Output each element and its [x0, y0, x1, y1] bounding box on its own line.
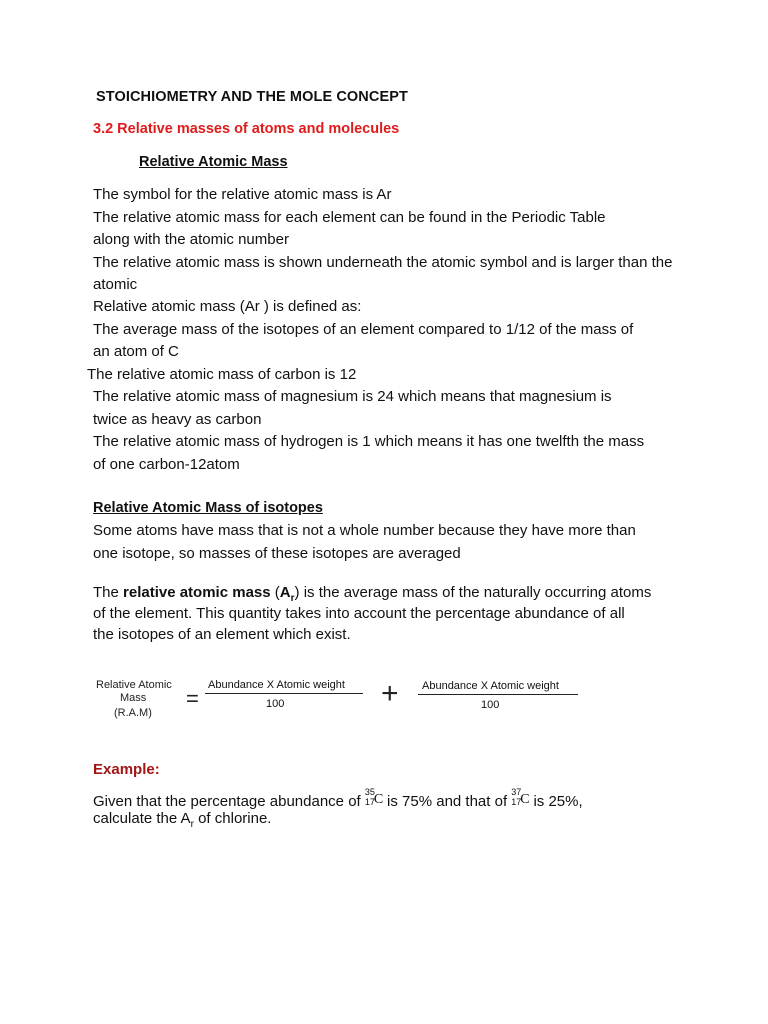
paragraph-line: an atom of C: [93, 343, 179, 360]
formula-lhs-line-3: (R.A.M): [114, 707, 152, 719]
example-text: is 25%,: [529, 793, 583, 810]
paragraph-line: of one carbon-12atom: [93, 456, 240, 473]
numerator-1: Abundance X Atomic weight: [208, 679, 345, 691]
definition-rest: is the average mass of the naturally occurring atoms: [299, 584, 652, 601]
paragraph-line: The relative atomic mass of magnesium is 24 which means that magnesium is: [93, 388, 612, 405]
subheading-isotopes: Relative Atomic Mass of isotopes: [93, 500, 323, 516]
fraction-bar-1: [205, 693, 363, 694]
definition-paren: (: [270, 584, 280, 601]
atomic-number: 17: [511, 797, 522, 807]
fraction-bar-2: [418, 694, 578, 695]
atomic-number: 17: [364, 797, 375, 807]
example-text: calculate the A: [93, 810, 191, 827]
ram-formula: [90, 672, 610, 728]
plus-sign: +: [381, 677, 399, 710]
numerator-2: Abundance X Atomic weight: [422, 680, 559, 692]
example-text: is 75% and that of: [382, 793, 512, 810]
paragraph-line: twice as heavy as carbon: [93, 411, 262, 428]
definition-term: relative atomic mass: [123, 584, 271, 601]
denominator-2: 100: [481, 699, 500, 711]
paragraph-line: The average mass of the isotopes of an element compared to 1/12 of the mass of: [93, 321, 634, 338]
example-text: Given that the percentage abundance of: [93, 793, 365, 810]
definition-line-3: the isotopes of an element which exist.: [93, 626, 351, 643]
paragraph-line: The relative atomic mass for each element can be found in the Periodic Table: [93, 209, 606, 226]
example-heading: Example:: [93, 761, 160, 778]
paragraph-line: along with the atomic number: [93, 231, 289, 248]
paragraph-line: The symbol for the relative atomic mass is Ar: [93, 186, 392, 203]
isotope-notation-37: [511, 787, 530, 812]
example-text: of chlorine.: [193, 810, 272, 827]
definition-symbol: [279, 584, 295, 604]
paragraph-line: atomic: [93, 276, 138, 293]
paragraph-line: The relative atomic mass of hydrogen is 1 which means it has one twelfth the mass: [93, 433, 645, 450]
definition-paren: ): [294, 584, 300, 601]
page-title: STOICHIOMETRY AND THE MOLE CONCEPT: [96, 89, 408, 105]
denominator-1: 100: [266, 698, 285, 710]
definition-pre: The: [93, 584, 124, 601]
example-line-2: [93, 810, 271, 834]
paragraph-line: Relative atomic mass (Ar ) is defined as:: [93, 298, 362, 315]
mass-number: 35: [364, 787, 375, 797]
paragraph-line: The relative atomic mass of carbon is 12: [87, 366, 357, 383]
formula-lhs-line-1: Relative Atomic: [96, 679, 172, 691]
example-line-1: [93, 787, 583, 812]
section-heading: 3.2 Relative masses of atoms and molecules: [93, 121, 400, 137]
paragraph-line: Some atoms have mass that is not a whole number because they have more than: [93, 522, 636, 539]
paragraph-line: The relative atomic mass is shown underneath the atomic symbol and is larger than the: [93, 254, 673, 271]
subheading-relative-atomic-mass: Relative Atomic Mass: [139, 154, 288, 170]
equals-sign: =: [186, 686, 199, 711]
isotope-notation-35: [364, 787, 384, 812]
element-symbol: C: [373, 792, 384, 807]
formula-lhs-line-2: Mass: [120, 692, 147, 704]
mass-number: 37: [511, 787, 522, 797]
element-symbol: C: [520, 792, 530, 807]
paragraph-line: one isotope, so masses of these isotopes are averaged: [93, 545, 461, 562]
subscript: r: [190, 819, 194, 830]
definition-line-2: of the element. This quantity takes into account the percentage abundance of all: [93, 605, 625, 622]
symbol-subscript: r: [290, 593, 295, 604]
symbol-letter: A: [279, 584, 291, 601]
